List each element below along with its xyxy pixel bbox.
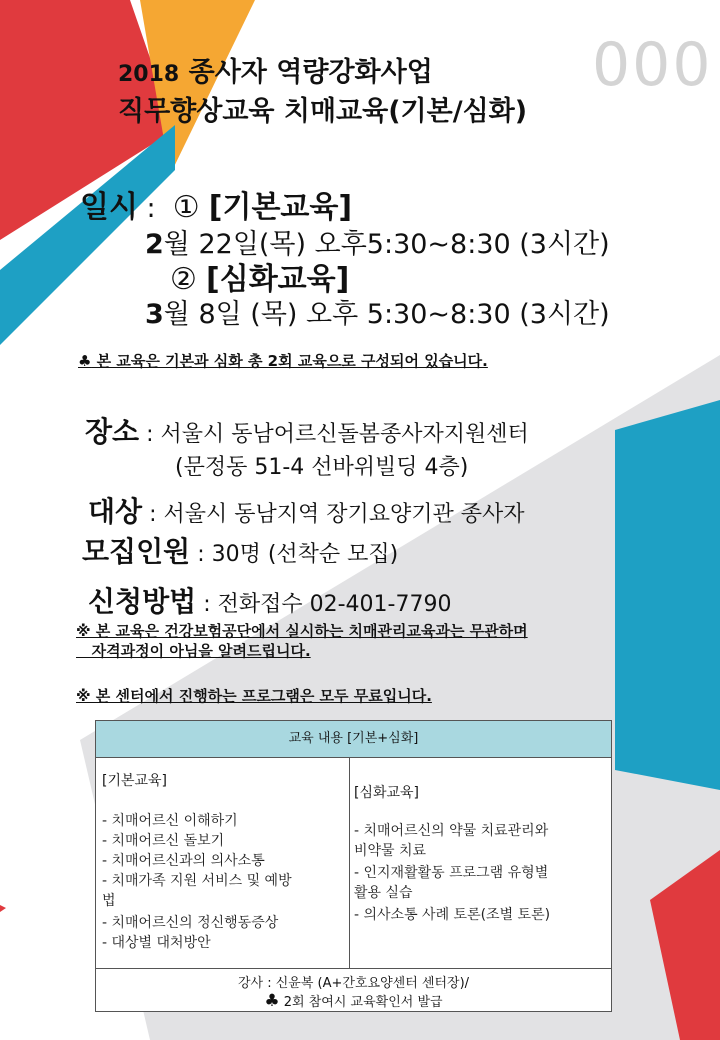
apply-line [88, 580, 451, 620]
location-label: 장소 [85, 415, 140, 448]
basic-item: 법 [102, 893, 116, 909]
advanced-date-prefix: 3 [145, 299, 164, 330]
location-line [85, 410, 529, 450]
schedule-label-line [80, 182, 352, 226]
notice-3: ※ 본 센터에서 진행하는 프로그램은 모두 무료입니다. [76, 687, 432, 705]
red-mark-left [0, 905, 6, 912]
advanced-item: - 의사소통 사례 토론(조별 토론) [354, 907, 551, 923]
schedule-note-text: 본 교육은 기본과 심화 총 2회 교육으로 구성되어 있습니다. [91, 352, 488, 370]
title-year: 2018 [118, 62, 180, 87]
advanced-item: - 치매어르신의 약물 치료관리와 [354, 823, 549, 839]
basic-item: - 치매어르신의 정신행동증상 [102, 915, 279, 931]
title-line-1 [118, 54, 527, 93]
table-footer [96, 968, 611, 1012]
target-line [88, 490, 525, 530]
schedule-note [78, 350, 488, 371]
club-icon: ♣ [264, 991, 280, 1011]
certificate-text: 2회 참여시 교육확인서 발급 [279, 995, 443, 1010]
advanced-item: 비약물 치료 [354, 843, 427, 859]
basic-item: - 치매가족 지원 서비스 및 예방 [102, 873, 292, 889]
advanced-date [145, 292, 610, 331]
advanced-column-title: [심화교육] [354, 785, 420, 801]
certificate-line [96, 991, 611, 1011]
notice-1: ※ 본 교육은 건강보험공단에서 실시하는 치매관리교육과는 무관하며 [76, 622, 528, 640]
basic-course-column [96, 758, 350, 968]
title-line-1-text: 종사자 역량강화사업 [179, 57, 433, 88]
blue-shape-right [615, 400, 720, 790]
apply-text: : 전화접수 02-401-7790 [196, 592, 452, 617]
target-text: : 서울시 동남지역 장기요양기관 종사자 [142, 502, 525, 527]
apply-label: 신청방법 [88, 585, 197, 618]
recruit-text: : 30명 (선착순 모집) [190, 542, 399, 567]
location-text: : 서울시 동남어르신돌봄종사자지원센터 [139, 422, 529, 447]
page-number: 000 [592, 30, 713, 100]
schedule-colon: : [137, 193, 156, 224]
course-content-table [95, 720, 612, 1012]
basic-date-text: 월 22일(목) 오후5:30~8:30 (3시간) [163, 229, 610, 260]
recruit-line [82, 530, 398, 570]
basic-item: - 치매어르신 이해하기 [102, 813, 238, 829]
recruit-label: 모집인원 [82, 535, 191, 568]
instructor-line: 강사 : 신윤복 (A+간호요양센터 센터장)/ [237, 976, 470, 991]
basic-course-name: [기본교육] [208, 190, 353, 225]
club-icon: ♣ [78, 352, 92, 370]
page-title [118, 54, 527, 130]
advanced-course-column [350, 758, 611, 968]
basic-marker: ① [172, 190, 200, 225]
target-label: 대상 [88, 495, 143, 528]
notice-2: 자격과정이 아님을 알려드립니다. [76, 642, 311, 660]
basic-item: - 치매어르신과의 의사소통 [102, 853, 265, 869]
basic-item: - 치매어르신 돌보기 [102, 833, 225, 849]
advanced-item: - 인지재활활동 프로그램 유형별 [354, 865, 549, 881]
advanced-item: 활용 실습 [354, 885, 413, 901]
basic-item: - 대상별 대처방안 [102, 935, 211, 951]
advanced-course-name: [심화교육] [206, 262, 350, 297]
location-address: (문정동 51-4 선바위빌딩 4층) [175, 455, 469, 480]
advanced-marker: ② [170, 262, 197, 297]
title-line-2: 직무향상교육 치매교육(기본/심화) [118, 96, 528, 127]
schedule-label: 일시 [80, 190, 138, 225]
advanced-date-text: 월 8일 (목) 오후 5:30~8:30 (3시간) [163, 299, 610, 330]
basic-column-title: [기본교육] [102, 773, 168, 789]
table-header: 교육 내용 [기본+심화] [96, 721, 611, 758]
basic-date-prefix: 2 [145, 229, 164, 260]
